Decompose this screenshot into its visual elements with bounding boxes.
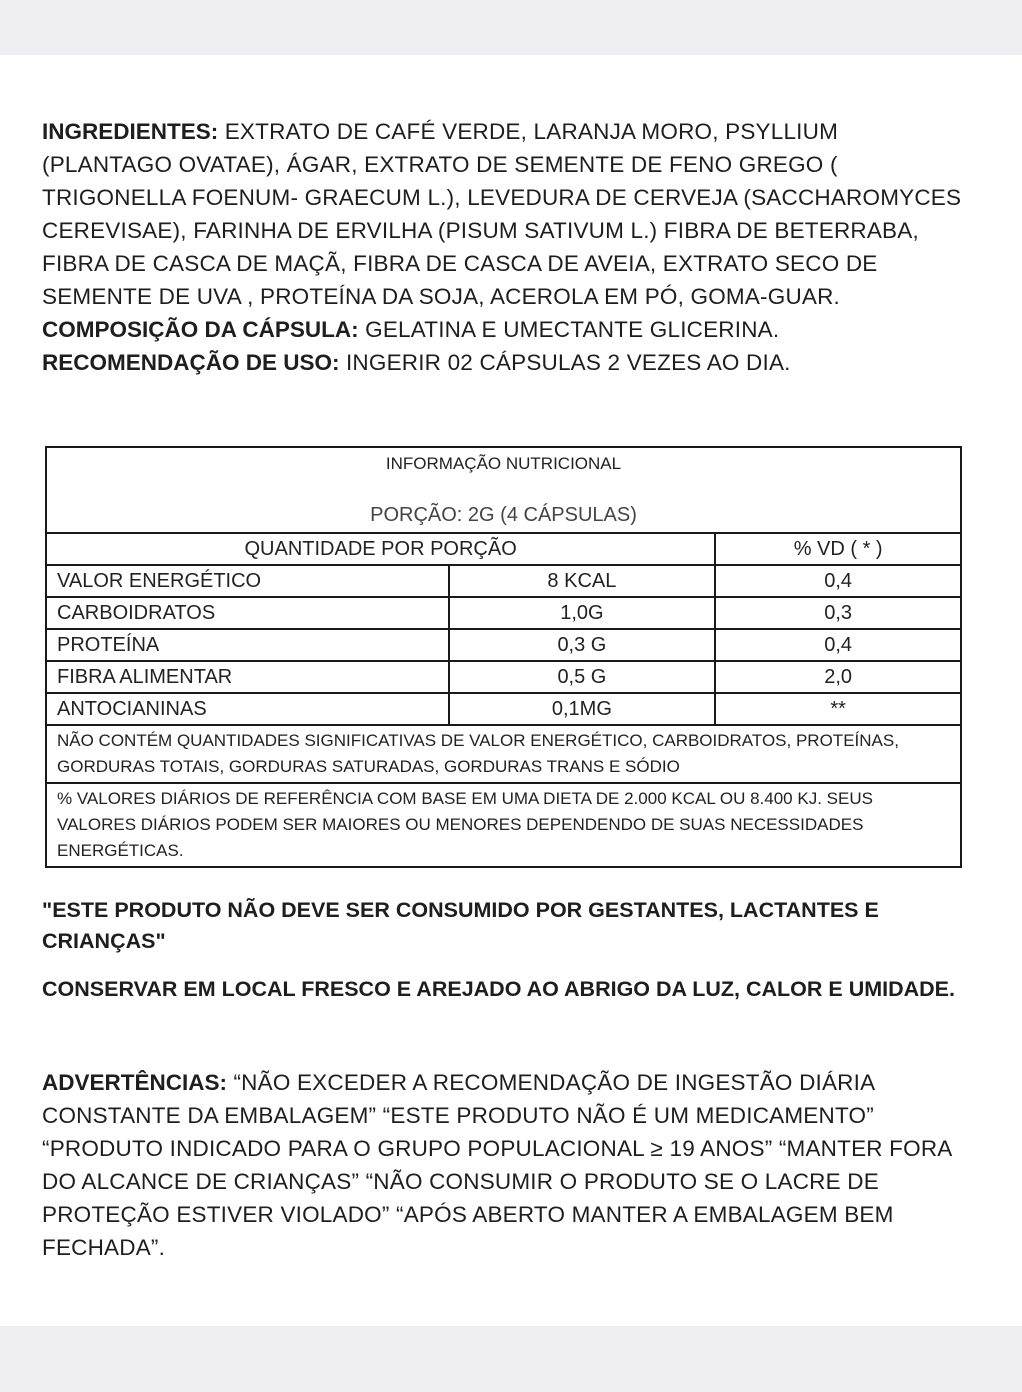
table-row (46, 693, 961, 725)
nutrient-qty: 1,0G (449, 597, 716, 629)
usage-text: INGERIR 02 CÁPSULAS 2 VEZES AO DIA. (339, 350, 791, 375)
usage-label: RECOMENDAÇÃO DE USO: (42, 350, 340, 375)
nutrient-name: PROTEÍNA (46, 629, 449, 661)
storage-instructions: CONSERVAR EM LOCAL FRESCO E AREJADO AO ABRIGO DA LUZ, CALOR E UMIDADE. (42, 977, 955, 1001)
warnings-paragraph (42, 1066, 972, 1264)
nutrition-note-row (46, 783, 961, 867)
nutrition-header-row (46, 447, 961, 533)
nutrition-title: INFORMAÇÃO NUTRICIONAL (385, 454, 622, 473)
usage-paragraph (42, 346, 972, 379)
warnings-text: “NÃO EXCEDER A RECOMENDAÇÃO DE INGESTÃO DIÁRIA CONSTANTE DA EMBALAGEM” “ESTE PRODUTO NÃO É UM MEDICAMENTO” “PRODUTO INDICADO PARA O GRUPO POPULACIONAL ≥ 19 ANOS” “MANTER FORA DO ALCANCE DE CRIANÇAS” “NÃO CONSUMIR O PRODUTO SE O LACRE DE PROTEÇÃO ESTIVER VIOLADO” “APÓS ABERTO MANTER A EMBALAGEM BEM FECHADA”. (42, 1070, 952, 1260)
ingredients-text: EXTRATO DE CAFÉ VERDE, LARANJA MORO, PSYLLIUM (PLANTAGO OVATAE), ÁGAR, EXTRATO DE SEMENTE DE FENO GREGO ( TRIGONELLA FOENUM- GRAECUM L.), LEVEDURA DE CERVEJA (SACCHAROMYCES CEREVISAE), FARINHA DE ERVILHA (PISUM SATIVUM L.) FIBRA DE BETERRABA, FIBRA DE CASCA DE MAÇÃ, FIBRA DE CASCA DE AVEIA, EXTRATO SECO DE SEMENTE DE UVA , PROTEÍNA DA SOJA, ACEROLA EM PÓ, GOMA-GUAR. (42, 119, 962, 309)
nutrition-note-insignificant: NÃO CONTÉM QUANTIDADES SIGNIFICATIVAS DE VALOR ENERGÉTICO, CARBOIDRATOS, PROTEÍNAS, GORDURAS TOTAIS, GORDURAS SATURADAS, GORDURAS TRANS E SÓDIO (46, 725, 961, 783)
warnings-block (42, 1066, 972, 1264)
table-row (46, 565, 961, 597)
nutrient-vd: ** (715, 693, 961, 725)
nutrient-qty: 0,3 G (449, 629, 716, 661)
pregnancy-warning: "ESTE PRODUTO NÃO DEVE SER CONSUMIDO POR GESTANTES, LACTANTES E CRIANÇAS" (42, 898, 879, 953)
nutrient-name: FIBRA ALIMENTAR (46, 661, 449, 693)
nutrition-note-row (46, 725, 961, 783)
nutrition-table (45, 446, 962, 868)
col-vd-header: % VD ( * ) (715, 533, 961, 565)
capsule-paragraph (42, 313, 972, 346)
table-row (46, 597, 961, 629)
nutrient-qty: 0,1MG (449, 693, 716, 725)
nutrient-vd: 0,4 (715, 629, 961, 661)
nutrition-portion: PORÇÃO: 2G (4 CÁPSULAS) (370, 504, 637, 526)
ingredients-block (42, 115, 972, 379)
capsule-label: COMPOSIÇÃO DA CÁPSULA: (42, 317, 359, 342)
nutrition-columns-row (46, 533, 961, 565)
ingredients-label: INGREDIENTES: (42, 119, 219, 144)
product-label-page (0, 55, 1022, 1326)
nutrient-name: CARBOIDRATOS (46, 597, 449, 629)
nutrient-name: ANTOCIANINAS (46, 693, 449, 725)
ingredients-paragraph (42, 115, 972, 313)
col-qty-header: QUANTIDADE POR PORÇÃO (46, 533, 715, 565)
nutrition-note-daily-values: % VALORES DIÁRIOS DE REFERÊNCIA COM BASE EM UMA DIETA DE 2.000 KCAL OU 8.400 KJ. SEUS VALORES DIÁRIOS PODEM SER MAIORES OU MENORES DEPENDENDO DE SUAS NECESSIDADES ENERGÉTICAS. (46, 783, 961, 867)
nutrition-header (46, 447, 961, 533)
capsule-text: GELATINA E UMECTANTE GLICERINA. (358, 317, 780, 342)
nutrient-qty: 8 KCAL (449, 565, 716, 597)
nutrient-qty: 0,5 G (449, 661, 716, 693)
nutrient-vd: 0,4 (715, 565, 961, 597)
nutrient-vd: 0,3 (715, 597, 961, 629)
nutrient-name: VALOR ENERGÉTICO (46, 565, 449, 597)
table-row (46, 629, 961, 661)
warnings-label: ADVERTÊNCIAS: (42, 1070, 228, 1095)
table-row (46, 661, 961, 693)
nutrient-vd: 2,0 (715, 661, 961, 693)
